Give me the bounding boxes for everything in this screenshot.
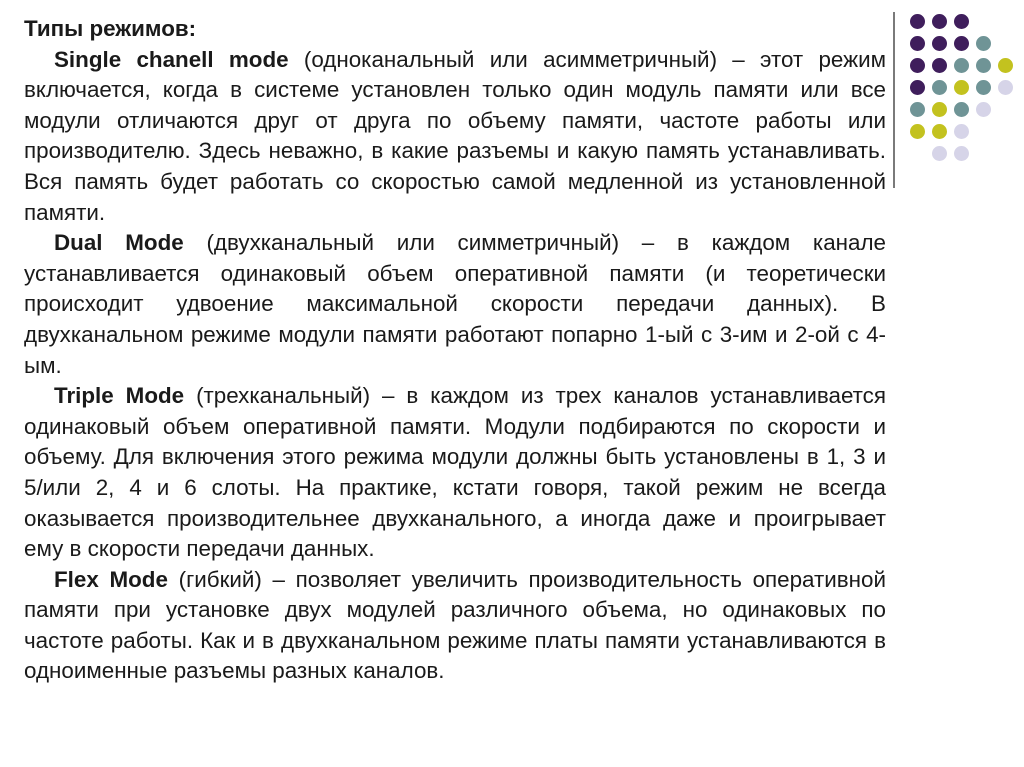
decorative-dot [954, 80, 969, 95]
vertical-divider [893, 12, 895, 188]
decorative-dot [976, 102, 991, 117]
decorative-dot [954, 58, 969, 73]
slide-heading: Типы режимов: [24, 16, 197, 41]
decorative-dot [910, 102, 925, 117]
decorative-dot [954, 36, 969, 51]
decorative-dot [954, 146, 969, 161]
mode-term: Flex Mode [54, 566, 168, 592]
decorative-dot [954, 124, 969, 139]
decorative-dot [954, 102, 969, 117]
decorative-dot [932, 14, 947, 29]
mode-description: (гибкий) – позволяет увеличить производительность оперативной памяти при установке двух модулей различного объема, но одинаковых по частоте работы. Как и в двухканальном режиме платы памяти устанавливаются в одноименные разъемы разных каналов. [24, 566, 886, 684]
decorative-dot [932, 58, 947, 73]
mode-paragraph-single [24, 45, 886, 229]
mode-paragraph-flex [24, 565, 886, 687]
mode-description: (одноканальный или асимметричный) – этот режим включается, когда в системе установлен только один модуль памяти или все модули отличаются друг от друга по объему памяти, частоте работы или производителю. Здесь неважно, в какие разъемы и какую память устанавливать. Вся память будет работать со скоростью самой медленной из установленной памяти. [24, 46, 886, 225]
mode-paragraph-dual [24, 228, 886, 381]
decorative-dot [932, 80, 947, 95]
decorative-dot [976, 36, 991, 51]
decorative-dot [932, 102, 947, 117]
decorative-dot [932, 146, 947, 161]
decorative-dot [932, 36, 947, 51]
decorative-dot [910, 80, 925, 95]
decorative-dot [976, 58, 991, 73]
mode-term: Single chanell mode [54, 46, 289, 72]
decorative-dot [910, 14, 925, 29]
mode-description: (трехканальный) – в каждом из трех каналов устанавливается одинаковый объем оперативной памяти. Модули подбираются по скорости и объему. Для включения этого режима модули должны быть установлены в 1, 3 и 5/или 2, 4 и 6 слоты. На практике, кстати говоря, такой режим не всегда оказывается производительнее двухканального, а иногда даже и проигрывает ему в скорости передачи данных. [24, 383, 886, 562]
text-body [24, 14, 886, 687]
decorative-dot [998, 58, 1013, 73]
mode-term: Triple Mode [54, 383, 185, 409]
mode-paragraph-triple [24, 381, 886, 565]
decorative-dot [932, 124, 947, 139]
mode-description: (двухканальный или симметричный) – в каждом канале устанавливается одинаковый объем оперативной памяти (и теоретически происходит удвоение максимальной скорости передачи данных). В двухканальном режиме модули памяти работают попарно 1-ый с 3-им и 2-ой с 4-ым. [24, 230, 887, 378]
decorative-dot [954, 14, 969, 29]
decorative-dot [998, 80, 1013, 95]
decorative-dot [976, 80, 991, 95]
decorative-dot [910, 36, 925, 51]
decorative-dot [910, 58, 925, 73]
mode-term: Dual Mode [54, 230, 184, 256]
decorative-dot [910, 124, 925, 139]
